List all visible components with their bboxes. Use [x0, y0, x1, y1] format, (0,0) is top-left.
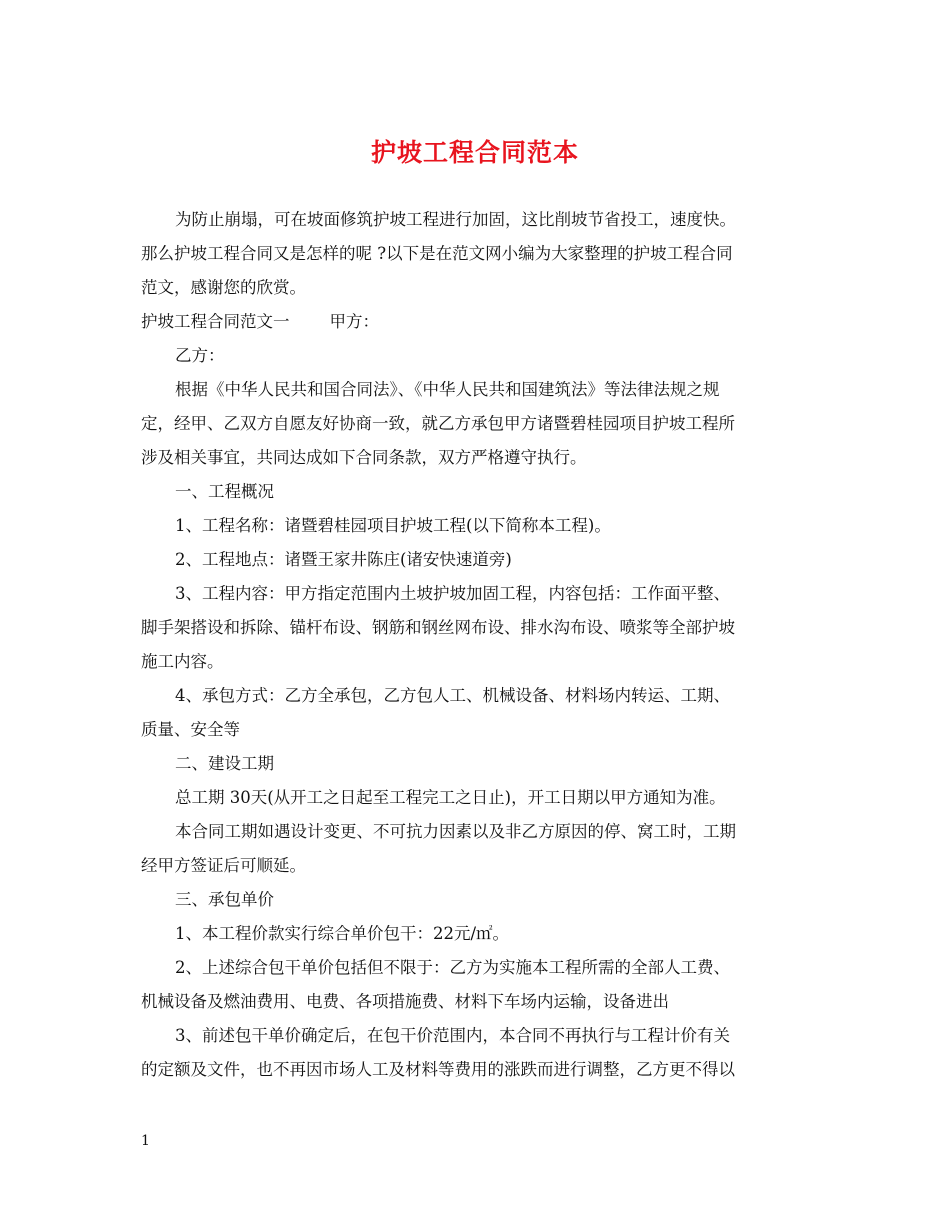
- paragraph-line: 2、上述综合包干单价包括但不限于：乙方为实施本工程所需的全部人工费、: [175, 958, 730, 977]
- section-heading: 一、工程概况: [175, 482, 274, 501]
- paragraph-line: 本合同工期如遇设计变更、不可抗力因素以及非乙方原因的停、窝工时，工期: [175, 822, 736, 841]
- paragraph-line: 范文，感谢您的欣赏。: [141, 278, 306, 297]
- paragraph-line: 定，经甲、乙双方自愿友好协商一致，就乙方承包甲方诸暨碧桂园项目护坡工程所: [141, 414, 735, 433]
- paragraph-line: 2、工程地点：诸暨王家井陈庄(诸安快速道旁): [175, 550, 512, 569]
- paragraph-line: 4、承包方式：乙方全承包，乙方包人工、机械设备、材料场内转运、工期、: [175, 686, 730, 705]
- party-b-label: 乙方：: [175, 346, 225, 365]
- paragraph-line: 涉及相关事宜，共同达成如下合同条款，双方严格遵守执行。: [141, 448, 587, 467]
- paragraph-line: 3、前述包干单价确定后，在包干价范围内，本合同不再执行与工程计价有关: [175, 1026, 730, 1045]
- paragraph-line: 为防止崩塌，可在坡面修筑护坡工程进行加固，这比削坡节省投工，速度快。: [175, 210, 736, 229]
- paragraph-line: 那么护坡工程合同又是怎样的呢 ?以下是在范文网小编为大家整理的护坡工程合同: [141, 244, 733, 263]
- section-heading: 二、建设工期: [175, 754, 274, 773]
- paragraph-line: 根据《中华人民共和国合同法》、《中华人民共和国建筑法》等法律法规之规: [175, 380, 720, 399]
- party-a-label: 甲方：: [329, 312, 379, 331]
- paragraph-line: 1、工程名称：诸暨碧桂园项目护坡工程(以下简称本工程)。: [175, 516, 611, 535]
- paragraph-line: 总工期 30天(从开工之日起至工程完工之日止)，开工日期以甲方通知为准。: [175, 788, 726, 807]
- paragraph-line: 脚手架搭设和拆除、锚杆布设、钢筋和钢丝网布设、排水沟布设、喷浆等全部护坡: [141, 618, 735, 637]
- paragraph-line: 施工内容。: [141, 652, 224, 671]
- paragraph-line: 机械设备及燃油费用、电费、各项措施费、材料下车场内运输，设备进出: [141, 992, 669, 1011]
- paragraph-line: 3、工程内容：甲方指定范围内土坡护坡加固工程，内容包括：工作面平整、: [175, 584, 730, 603]
- page-number: 1: [141, 1133, 150, 1149]
- section-heading: 三、承包单价: [175, 890, 274, 909]
- paragraph-line: 质量、安全等: [141, 720, 240, 739]
- paragraph-line: 经甲方签证后可顺延。: [141, 856, 306, 875]
- document-body: [141, 203, 813, 1087]
- paragraph-line: 1、本工程价款实行综合单价包干：22元/㎡。: [175, 924, 510, 943]
- document-title: 护坡工程合同范本: [370, 138, 579, 167]
- paragraph-line: [141, 305, 813, 339]
- paragraph-line: 的定额及文件，也不再因市场人工及材料等费用的涨跌而进行调整，乙方更不得以: [141, 1060, 735, 1079]
- section-heading: 护坡工程合同范文一: [141, 312, 290, 331]
